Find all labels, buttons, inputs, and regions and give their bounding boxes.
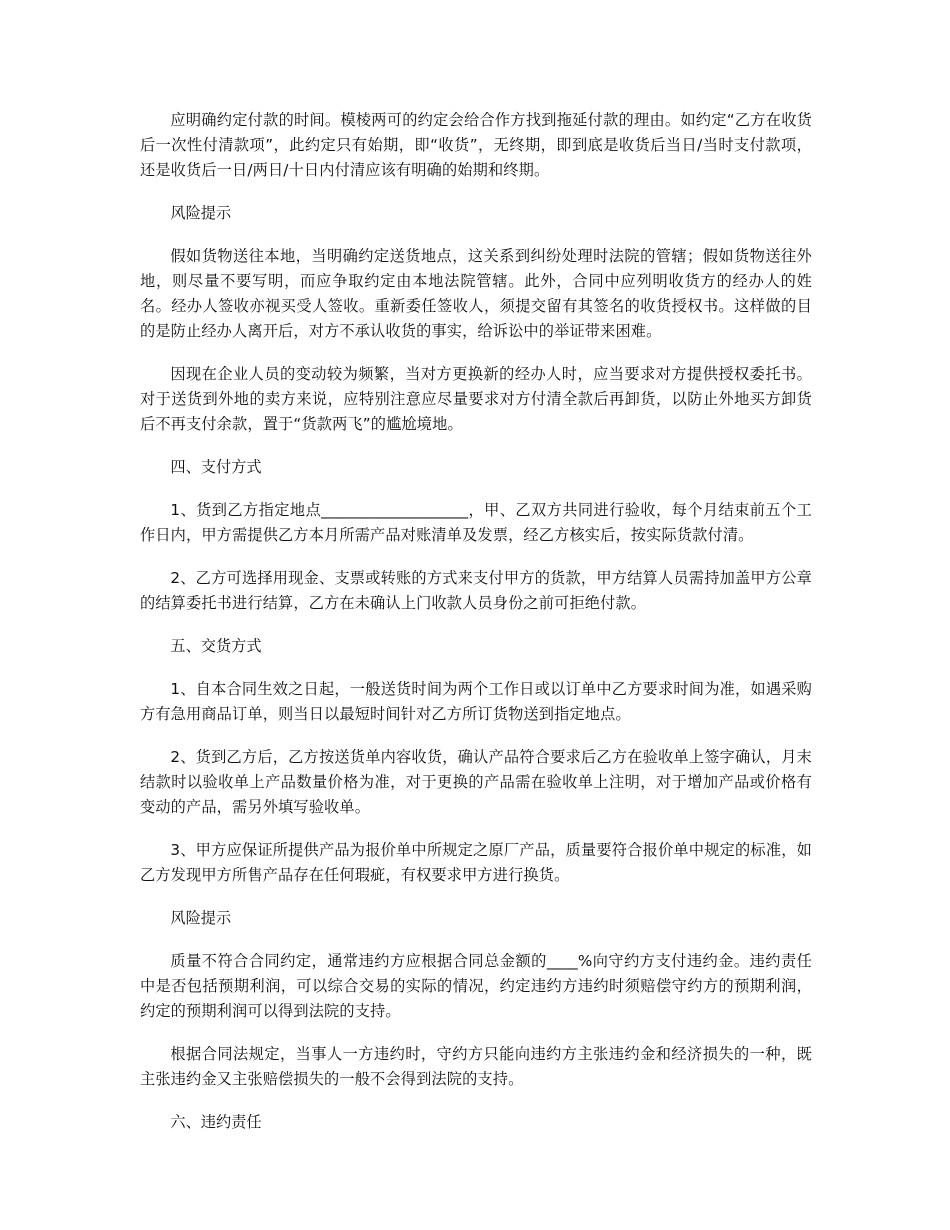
- authorization-paragraph: 因现在企业人员的变动较为频繁，当对方更换新的经办人时，应当要求对方提供授权委托书。对于送货到外地的卖方来说，应特别注意应尽量要求对方付清全款后再卸货，以防止外地买方卸货后不再支付余款，置于“货款两飞”的尴尬境地。: [140, 365, 812, 433]
- payment-clause-1: 1、货到乙方指定地点___________________，甲、乙双方共同进行验收，每个月结束前五个工作日内，甲方需提供乙方本月所需产品对账清单及发票，经乙方核实后，按实际货款付清。: [140, 501, 812, 544]
- quality-penalty-paragraph: 质量不符合合同约定，通常违约方应根据合同总金额的____%向守约方支付违约金。违约责任中是否包括预期利润，可以综合交易的实际的情况，约定违约方违约时须赔偿守约方的预期利润，约定的预期利润可以得到法院的支持。: [140, 952, 812, 1020]
- contract-law-paragraph: 根据合同法规定，当事人一方违约时，守约方只能向违约方主张违约金和经济损失的一种，既主张违约金又主张赔偿损失的一般不会得到法院的支持。: [140, 1045, 812, 1088]
- section-payment-method-heading: 四、支付方式: [170, 458, 262, 476]
- document-page: [140, 108, 812, 1153]
- section-delivery-method-heading: 五、交货方式: [170, 637, 262, 655]
- risk-tip-heading: 风险提示: [170, 204, 232, 222]
- section-breach-liability-heading: 六、违约责任: [170, 1113, 262, 1131]
- delivery-location-paragraph: 假如货物送往本地，当明确约定送货地点，这关系到纠纷处理时法院的管辖；假如货物送往外地，则尽量不要写明，而应争取约定由本地法院管辖。此外，合同中应列明收货方的经办人的姓名。经办人签收亦视买受人签收。重新委任签收人，须提交留有其签名的收货授权书。这样做的目的是防止经办人离开后，对方不承认收货的事实，给诉讼中的举证带来困难。: [140, 247, 812, 340]
- delivery-clause-2: 2、货到乙方后，乙方按送货单内容收货，确认产品符合要求后乙方在验收单上签字确认，月末结款时以验收单上产品数量价格为准，对于更换的产品需在验收单上注明，对于增加产品或价格有变动的产品，需另外填写验收单。: [140, 748, 812, 816]
- payment-time-paragraph: 应明确约定付款的时间。模棱两可的约定会给合作方找到拖延付款的理由。如约定“乙方在收货后一次性付清款项”，此约定只有始期，即“收货”，无终期，即到底是收货后当日/当时支付款项，还是收货后一日/两日/十日内付清应该有明确的始期和终期。: [140, 111, 812, 179]
- risk-tip-heading-2: 风险提示: [170, 909, 232, 927]
- payment-clause-2: 2、乙方可选择用现金、支票或转账的方式来支付甲方的货款，甲方结算人员需持加盖甲方公章的结算委托书进行结算，乙方在未确认上门收款人员身份之前可拒绝付款。: [140, 569, 812, 612]
- delivery-clause-1: 1、自本合同生效之日起，一般送货时间为两个工作日或以订单中乙方要求时间为准，如遇采购方有急用商品订单，则当日以最短时间针对乙方所订货物送到指定地点。: [140, 680, 812, 723]
- delivery-clause-3: 3、甲方应保证所提供产品为报价单中所规定之原厂产品，质量要符合报价单中规定的标准，如乙方发现甲方所售产品存在任何瑕疵，有权要求甲方进行换货。: [140, 841, 812, 884]
